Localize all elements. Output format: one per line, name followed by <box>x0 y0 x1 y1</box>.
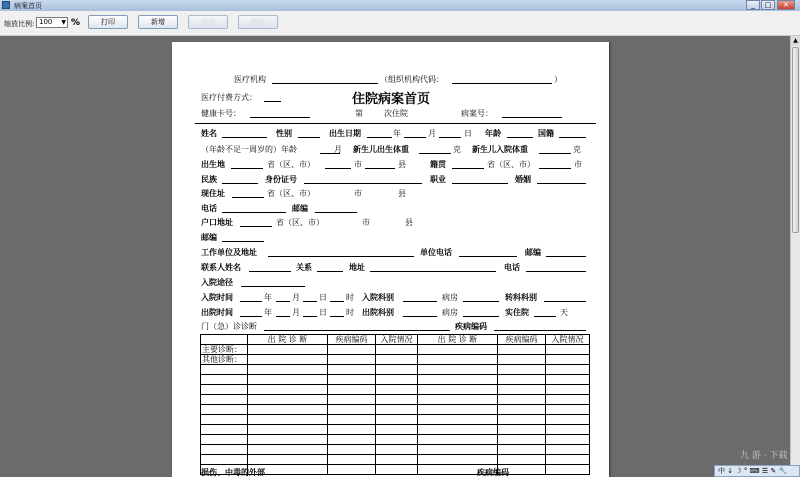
table-header-cell <box>201 335 248 345</box>
window-title: 病案首页 <box>14 2 42 10</box>
county-unit: 县 <box>398 189 406 198</box>
table-row[interactable] <box>201 445 590 455</box>
marital-field[interactable] <box>537 183 586 184</box>
contact-phone-field[interactable] <box>526 271 586 272</box>
sex-label: 性别 <box>276 129 292 138</box>
health-card-field[interactable] <box>250 117 310 118</box>
er-code-field[interactable] <box>494 330 586 331</box>
table-header-cell: 入院情况 <box>376 335 418 345</box>
gram-unit: 克 <box>573 145 581 154</box>
table-row[interactable] <box>201 455 590 465</box>
birth-weight-label: 新生儿出生体重 <box>353 145 409 154</box>
table-header-cell: 疾病编码 <box>328 335 376 345</box>
form-page <box>172 42 609 477</box>
household-zip-label: 邮编 <box>201 233 217 242</box>
hour-unit: 时 <box>346 293 354 302</box>
discharge-dept-label: 出院科别 <box>362 308 394 317</box>
er-code-label: 疾病编码 <box>455 322 487 331</box>
ethnicity-field[interactable] <box>222 183 258 184</box>
table-header-cell: 出 院 诊 断 <box>418 335 498 345</box>
county-unit: 县 <box>405 218 413 227</box>
household-prov-field[interactable] <box>240 226 272 227</box>
save-button[interactable]: 保存 <box>188 15 228 29</box>
birth-label: 出生日期 <box>329 129 361 138</box>
print-button[interactable]: 打印 <box>88 15 128 29</box>
work-zip-label: 邮编 <box>525 248 541 257</box>
admission-hour-field[interactable] <box>330 301 344 302</box>
discharge-ward-field[interactable] <box>463 316 499 317</box>
ethnicity-label: 民族 <box>201 175 217 184</box>
work-unit-field[interactable] <box>268 256 414 257</box>
nationality-label: 国籍 <box>538 129 554 138</box>
org-label: 医疗机构 <box>234 75 266 84</box>
org-code-label: （组织机构代码： <box>380 75 444 84</box>
case-no-field[interactable] <box>502 117 562 118</box>
native-prov-field[interactable] <box>452 168 484 169</box>
header-divider <box>195 123 596 124</box>
city-unit: 市 <box>574 160 582 169</box>
name-label: 姓名 <box>201 129 217 138</box>
month-unit: 月 <box>292 308 300 317</box>
day-unit: 日 <box>319 293 327 302</box>
ime-toolbar[interactable]: 中 ↓ ☽ ° ⌨ ☰ ✎ 🔧 <box>714 465 800 477</box>
table-header-row <box>201 335 590 345</box>
id-number-label: 身份证号 <box>265 175 297 184</box>
vertical-scrollbar[interactable] <box>790 36 800 477</box>
injury-code-label: 疾病编码 <box>477 468 509 477</box>
native-place-label: 籍贯 <box>430 160 446 169</box>
sex-field[interactable] <box>298 137 320 138</box>
admission-year-field[interactable] <box>240 301 262 302</box>
year-unit: 年 <box>393 129 401 138</box>
admission-route-label: 入院途径 <box>201 278 233 287</box>
province-unit: 省（区、市） <box>267 160 315 169</box>
admission-month-field[interactable] <box>276 301 290 302</box>
table-row[interactable] <box>201 415 590 425</box>
nationality-field[interactable] <box>559 137 586 138</box>
chevron-down-icon: ▼ <box>61 19 66 26</box>
birthplace-prov-field[interactable] <box>231 168 263 169</box>
zip-field[interactable] <box>315 212 357 213</box>
household-zip-field[interactable] <box>222 241 264 242</box>
admission-weight-field[interactable] <box>539 153 571 154</box>
er-diagnosis-field[interactable] <box>264 330 450 331</box>
city-unit: 市 <box>354 160 362 169</box>
province-unit: 省（区、市） <box>487 160 535 169</box>
discharge-day-field[interactable] <box>303 316 317 317</box>
contact-name-field[interactable] <box>249 271 291 272</box>
age-label: 年龄 <box>485 129 501 138</box>
scroll-thumb[interactable] <box>792 47 799 233</box>
work-phone-field[interactable] <box>459 256 517 257</box>
minimize-button[interactable]: _ <box>746 0 760 10</box>
id-number-field[interactable] <box>304 183 422 184</box>
gram-unit: 克 <box>453 145 461 154</box>
year-unit: 年 <box>264 293 272 302</box>
occupation-field[interactable] <box>452 183 508 184</box>
admission-route-field[interactable] <box>241 286 305 287</box>
table-header-cell: 入院情况 <box>546 335 590 345</box>
admission-weight-label: 新生儿入院体重 <box>472 145 528 154</box>
delete-button[interactable]: 删除 <box>238 15 278 29</box>
current-address-prov-field[interactable] <box>232 197 264 198</box>
page-title: 住院病案首页 <box>352 92 431 107</box>
zip-label: 邮编 <box>292 204 308 213</box>
province-unit: 省（区、市） <box>276 218 324 227</box>
admission-ward-field[interactable] <box>463 301 499 302</box>
discharge-month-field[interactable] <box>276 316 290 317</box>
discharge-dept-field[interactable] <box>403 316 437 317</box>
admission-day-field[interactable] <box>303 301 317 302</box>
infant-age-label: （年龄不足一周岁的）年龄 <box>201 145 297 154</box>
table-row[interactable] <box>201 405 590 415</box>
county-unit: 县 <box>398 160 406 169</box>
day-unit: 日 <box>319 308 327 317</box>
day-unit: 天 <box>560 308 568 317</box>
birth-weight-field[interactable] <box>419 153 451 154</box>
marital-label: 婚姻 <box>515 175 531 184</box>
app-icon <box>2 1 10 9</box>
province-unit: 省（区、市） <box>267 189 315 198</box>
er-diagnosis-label: 门（急）诊诊断 <box>201 322 257 331</box>
pay-label: 医疗付费方式： <box>201 93 257 102</box>
city-unit: 市 <box>354 189 362 198</box>
current-address-label: 现住址 <box>201 189 225 198</box>
household-address-label: 户口地址 <box>201 218 233 227</box>
health-card-label: 健康卡号： <box>201 109 241 118</box>
transfer-dept-label: 转科科别 <box>505 293 537 302</box>
diagnosis-table <box>200 334 590 475</box>
ward-label: 病房 <box>442 293 458 302</box>
table-row[interactable] <box>201 365 590 375</box>
month-unit: 月 <box>334 145 342 154</box>
nth-stay-label: 次住院 <box>384 109 408 118</box>
other-diagnosis-label: 其他诊断： <box>201 355 248 365</box>
contact-address-field[interactable] <box>370 271 496 272</box>
case-no-label: 病案号： <box>461 109 493 118</box>
zoom-label: 缩放比例: <box>4 20 35 28</box>
month-unit: 月 <box>428 129 436 138</box>
table-row[interactable] <box>201 345 590 355</box>
discharge-time-label: 出院时间 <box>201 308 233 317</box>
zoom-value: 100 <box>39 18 53 26</box>
main-diagnosis-label: 主要诊断： <box>201 345 248 355</box>
table-row[interactable] <box>201 435 590 445</box>
discharge-hour-field[interactable] <box>330 316 344 317</box>
admission-dept-label: 入院科别 <box>362 293 394 302</box>
city-unit: 市 <box>362 218 370 227</box>
days-stayed-field[interactable] <box>534 316 556 317</box>
table-row[interactable] <box>201 355 590 365</box>
pay-field[interactable] <box>264 101 281 102</box>
add-button[interactable]: 新增 <box>138 15 178 29</box>
contact-name-label: 联系人姓名 <box>201 263 241 272</box>
day-unit: 日 <box>464 129 472 138</box>
admission-dept-field[interactable] <box>403 301 437 302</box>
hour-unit: 时 <box>346 308 354 317</box>
toolbar <box>0 11 800 36</box>
admission-time-label: 入院时间 <box>201 293 233 302</box>
table-row[interactable] <box>201 395 590 405</box>
transfer-dept-field[interactable] <box>544 301 586 302</box>
table-row[interactable] <box>201 385 590 395</box>
nth-label: 第 <box>355 109 363 118</box>
table-row[interactable] <box>201 425 590 435</box>
ward-label: 病房 <box>442 308 458 317</box>
table-header-cell: 疾病编码 <box>498 335 546 345</box>
phone-field[interactable] <box>222 212 286 213</box>
relation-label: 关系 <box>296 263 312 272</box>
close-paren: ） <box>554 75 562 84</box>
work-zip-field[interactable] <box>546 256 586 257</box>
age-field[interactable] <box>507 137 533 138</box>
days-stayed-label: 实住院 <box>505 308 529 317</box>
occupation-label: 职业 <box>430 175 446 184</box>
maximize-button[interactable]: □ <box>761 0 775 10</box>
birth-month-field[interactable] <box>404 137 426 138</box>
birthplace-city-field[interactable] <box>325 168 351 169</box>
table-row[interactable] <box>201 375 590 385</box>
close-button[interactable]: ✕ <box>777 0 795 10</box>
zoom-select[interactable] <box>36 17 68 28</box>
month-unit: 月 <box>292 293 300 302</box>
injury-label: 损伤、中毒的外部 <box>201 468 265 477</box>
contact-phone-label: 电话 <box>504 263 520 272</box>
contact-address-label: 地址 <box>349 263 365 272</box>
work-unit-label: 工作单位及地址 <box>201 248 257 257</box>
scroll-up-icon[interactable]: ▲ <box>791 36 800 46</box>
phone-label: 电话 <box>201 204 217 213</box>
relation-field[interactable] <box>317 271 343 272</box>
org-field[interactable] <box>272 83 378 84</box>
birth-year-field[interactable] <box>367 137 392 138</box>
name-field[interactable] <box>222 137 267 138</box>
work-phone-label: 单位电话 <box>420 248 452 257</box>
birthplace-label: 出生地 <box>201 160 225 169</box>
birth-day-field[interactable] <box>439 137 461 138</box>
year-unit: 年 <box>264 308 272 317</box>
table-header-cell: 出 院 诊 断 <box>248 335 328 345</box>
birthplace-county-field[interactable] <box>365 168 395 169</box>
discharge-year-field[interactable] <box>240 316 262 317</box>
native-city-field[interactable] <box>539 168 571 169</box>
watermark: 九 游 · 下载 <box>740 451 788 461</box>
org-code-field[interactable] <box>452 83 552 84</box>
percent-sign: % <box>71 18 81 28</box>
